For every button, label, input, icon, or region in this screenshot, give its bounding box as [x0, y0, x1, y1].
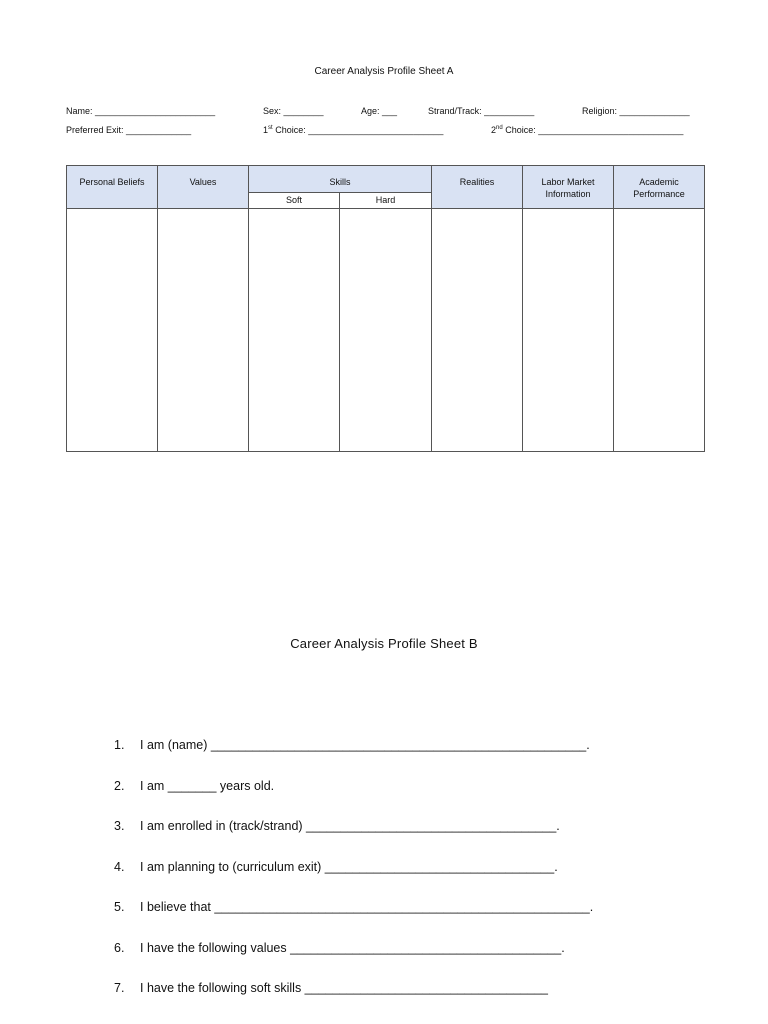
- header-soft-skills: Soft: [249, 193, 340, 209]
- header-academic-performance: Academic Performance: [614, 166, 705, 209]
- item-number: 7.: [114, 981, 125, 995]
- second-choice-number: 2: [491, 125, 497, 135]
- item-text: I am _______ years old.: [140, 778, 275, 793]
- sheet-a-title: Career Analysis Profile Sheet A: [314, 66, 454, 77]
- second-choice-suffix: nd: [496, 125, 503, 131]
- list-item[interactable]: [114, 819, 593, 860]
- list-item[interactable]: [114, 900, 593, 941]
- realities-cell[interactable]: [432, 209, 523, 452]
- religion-field[interactable]: Religion: ______________: [582, 106, 690, 116]
- item-text: I am enrolled in (track/strand) ____________________________________.: [140, 819, 560, 833]
- item-number: 1.: [114, 738, 125, 752]
- header-labor-market-information: Labor Market Information: [523, 166, 614, 209]
- header-values: Values: [158, 166, 249, 209]
- item-text: I have the following values _______________________________________.: [140, 940, 565, 955]
- list-item[interactable]: [114, 981, 593, 1022]
- first-choice-number: 1: [263, 125, 269, 135]
- soft-skills-cell[interactable]: [249, 209, 340, 452]
- first-choice-line: Choice: ___________________________: [272, 125, 444, 135]
- table-row: [67, 209, 705, 452]
- sheet-b-title: Career Analysis Profile Sheet B: [290, 636, 478, 651]
- header-hard-skills: Hard: [340, 193, 432, 209]
- header-realities: Realities: [432, 166, 523, 209]
- career-profile-table: [66, 165, 705, 452]
- item-number: 6.: [114, 940, 125, 955]
- item-text: I am planning to (curriculum exit) _________________________________.: [140, 859, 558, 874]
- sex-field[interactable]: Sex: ________: [263, 106, 324, 116]
- second-choice-field[interactable]: [491, 125, 683, 135]
- first-choice-field[interactable]: [263, 125, 443, 135]
- labor-market-cell[interactable]: [523, 209, 614, 452]
- item-number: 2.: [114, 778, 125, 793]
- item-number: 4.: [114, 859, 125, 874]
- strand-track-field[interactable]: Strand/Track: __________: [428, 106, 535, 116]
- preferred-exit-field[interactable]: Preferred Exit: _____________: [66, 125, 192, 135]
- statement-list: [114, 738, 593, 1022]
- list-item[interactable]: [114, 941, 593, 982]
- item-text: I have the following soft skills ___________________________________: [140, 981, 548, 995]
- personal-beliefs-cell[interactable]: [67, 209, 158, 452]
- first-choice-suffix: st: [268, 125, 273, 131]
- list-item[interactable]: [114, 738, 593, 779]
- academic-performance-cell[interactable]: [614, 209, 705, 452]
- header-skills: Skills: [249, 166, 432, 193]
- values-cell[interactable]: [158, 209, 249, 452]
- item-number: 5.: [114, 900, 125, 914]
- item-text: I am (name) ______________________________________________________.: [140, 738, 590, 752]
- age-field[interactable]: Age: ___: [361, 106, 398, 116]
- item-text: I believe that ______________________________________________________.: [140, 900, 594, 914]
- item-number: 3.: [114, 819, 125, 833]
- hard-skills-cell[interactable]: [340, 209, 432, 452]
- list-item[interactable]: [114, 779, 593, 820]
- second-choice-line: Choice: _____________________________: [502, 125, 684, 135]
- list-item[interactable]: [114, 860, 593, 901]
- header-personal-beliefs: Personal Beliefs: [67, 166, 158, 209]
- name-field[interactable]: Name: ________________________: [66, 106, 216, 116]
